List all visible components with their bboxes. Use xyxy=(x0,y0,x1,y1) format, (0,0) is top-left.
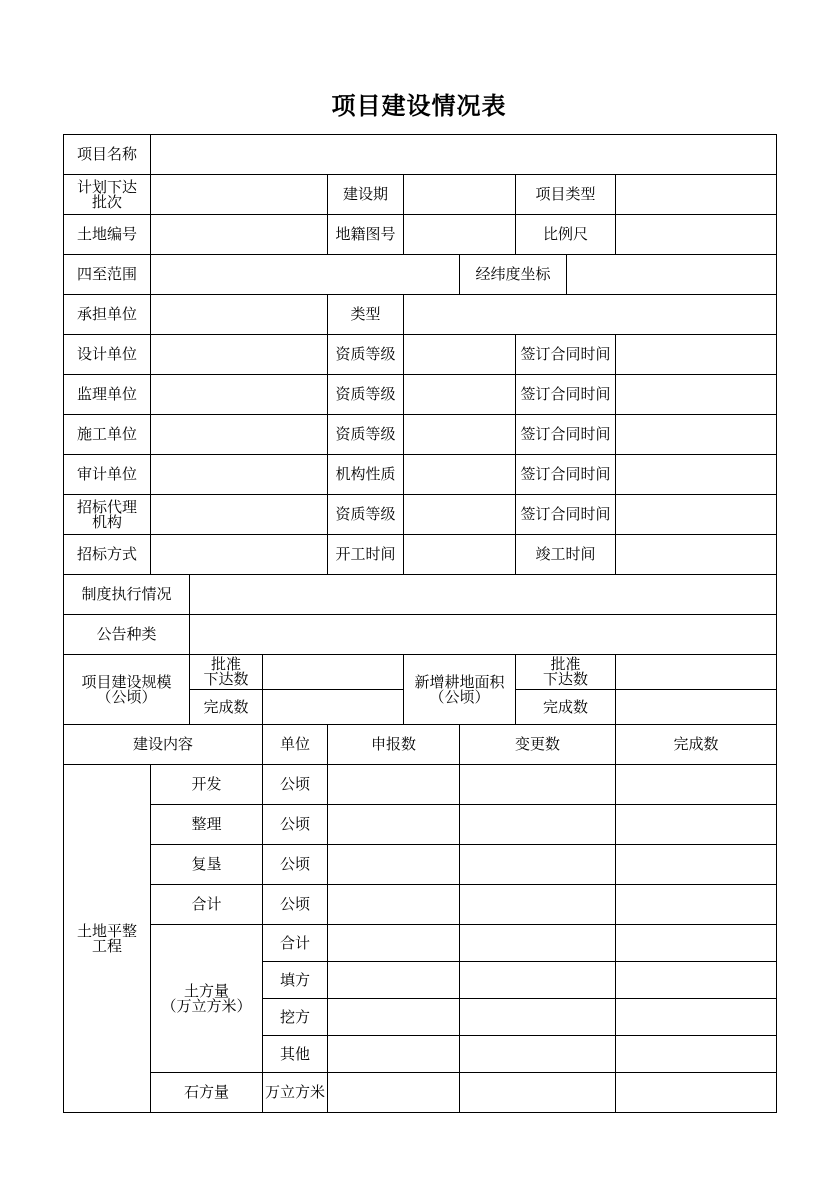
item-arrange: 整理 xyxy=(150,804,263,845)
label-qualification: 资质等级 xyxy=(327,414,404,455)
field-earth-other-declared[interactable] xyxy=(327,1035,460,1073)
field-earth-total-changed[interactable] xyxy=(459,924,616,962)
field-earth-dig-completed[interactable] xyxy=(615,998,777,1036)
label-type: 类型 xyxy=(327,294,404,335)
label-new-farmland: 新增耕地面积 （公顷） xyxy=(403,654,516,725)
label-sign-time: 签订合同时间 xyxy=(515,454,616,495)
earth-item-dig: 挖方 xyxy=(262,998,328,1036)
field-develop-completed[interactable] xyxy=(615,764,777,805)
field-develop-declared[interactable] xyxy=(327,764,460,805)
field-supervision-qualification[interactable] xyxy=(403,374,516,415)
header-declared: 申报数 xyxy=(327,724,460,765)
field-construction-qualification[interactable] xyxy=(403,414,516,455)
field-arrange-completed[interactable] xyxy=(615,804,777,845)
field-earth-fill-changed[interactable] xyxy=(459,961,616,999)
label-approved: 批准 下达数 xyxy=(515,654,616,690)
label-cadastral-map-no: 地籍图号 xyxy=(327,214,404,255)
field-earth-fill-declared[interactable] xyxy=(327,961,460,999)
label-finish-time: 竣工时间 xyxy=(515,534,616,575)
label-project-type: 项目类型 xyxy=(515,174,616,215)
label-scale: 比例尺 xyxy=(515,214,616,255)
item-reclaim: 复垦 xyxy=(150,844,263,885)
field-construction-unit[interactable] xyxy=(150,414,328,455)
label-sign-time: 签订合同时间 xyxy=(515,334,616,375)
label-qualification: 资质等级 xyxy=(327,494,404,535)
field-reclaim-completed[interactable] xyxy=(615,844,777,885)
field-tender-sign-time[interactable] xyxy=(615,494,777,535)
field-project-type[interactable] xyxy=(615,174,777,215)
field-reclaim-changed[interactable] xyxy=(459,844,616,885)
field-tender-qualification[interactable] xyxy=(403,494,516,535)
field-scale-approved[interactable] xyxy=(262,654,404,690)
field-earth-other-changed[interactable] xyxy=(459,1035,616,1073)
label-coordinates: 经纬度坐标 xyxy=(459,254,567,295)
label-construction-unit: 施工单位 xyxy=(63,414,151,455)
label-earthwork: 土方量 （万立方米） xyxy=(150,924,263,1073)
field-start-time[interactable] xyxy=(403,534,516,575)
field-land-no[interactable] xyxy=(150,214,328,255)
label-qualification: 资质等级 xyxy=(327,374,404,415)
item-develop: 开发 xyxy=(150,764,263,805)
label-land-leveling: 土地平整 工程 xyxy=(63,764,151,1113)
unit-stone: 万立方米 xyxy=(262,1072,328,1113)
field-boundary[interactable] xyxy=(150,254,460,295)
field-earth-total-declared[interactable] xyxy=(327,924,460,962)
unit-ha: 公顷 xyxy=(262,884,328,925)
header-unit: 单位 xyxy=(262,724,328,765)
field-develop-changed[interactable] xyxy=(459,764,616,805)
field-type[interactable] xyxy=(403,294,777,335)
label-sign-time: 签订合同时间 xyxy=(515,414,616,455)
field-farmland-completed[interactable] xyxy=(615,689,777,725)
field-design-qualification[interactable] xyxy=(403,334,516,375)
header-content: 建设内容 xyxy=(63,724,263,765)
header-changed: 变更数 xyxy=(459,724,616,765)
field-tender-method[interactable] xyxy=(150,534,328,575)
label-system-exec: 制度执行情况 xyxy=(63,574,190,615)
field-finish-time[interactable] xyxy=(615,534,777,575)
item-total: 合计 xyxy=(150,884,263,925)
field-design-sign-time[interactable] xyxy=(615,334,777,375)
label-audit-unit: 审计单位 xyxy=(63,454,151,495)
field-audit-org-nature[interactable] xyxy=(403,454,516,495)
field-design-unit[interactable] xyxy=(150,334,328,375)
field-arrange-changed[interactable] xyxy=(459,804,616,845)
field-earth-other-completed[interactable] xyxy=(615,1035,777,1073)
field-project-name[interactable] xyxy=(150,134,777,175)
field-coordinates[interactable] xyxy=(566,254,777,295)
field-audit-unit[interactable] xyxy=(150,454,328,495)
label-project-name: 项目名称 xyxy=(63,134,151,175)
label-undertaker: 承担单位 xyxy=(63,294,151,335)
label-completed: 完成数 xyxy=(189,689,263,725)
field-farmland-approved[interactable] xyxy=(615,654,777,690)
field-arrange-declared[interactable] xyxy=(327,804,460,845)
field-notice-type[interactable] xyxy=(189,614,777,655)
field-supervision-unit[interactable] xyxy=(150,374,328,415)
label-plan-batch: 计划下达 批次 xyxy=(63,174,151,215)
field-stone-completed[interactable] xyxy=(615,1072,777,1113)
label-start-time: 开工时间 xyxy=(327,534,404,575)
field-tender-agent[interactable] xyxy=(150,494,328,535)
field-earth-fill-completed[interactable] xyxy=(615,961,777,999)
label-supervision-unit: 监理单位 xyxy=(63,374,151,415)
label-tender-agent: 招标代理 机构 xyxy=(63,494,151,535)
unit-ha: 公顷 xyxy=(262,764,328,805)
label-build-period: 建设期 xyxy=(327,174,404,215)
field-scale-completed[interactable] xyxy=(262,689,404,725)
earth-item-other: 其他 xyxy=(262,1035,328,1073)
field-total-declared[interactable] xyxy=(327,884,460,925)
field-undertaker[interactable] xyxy=(150,294,328,335)
field-plan-batch[interactable] xyxy=(150,174,328,215)
field-earth-dig-changed[interactable] xyxy=(459,998,616,1036)
field-reclaim-declared[interactable] xyxy=(327,844,460,885)
field-audit-sign-time[interactable] xyxy=(615,454,777,495)
label-approved: 批准 下达数 xyxy=(189,654,263,690)
label-tender-method: 招标方式 xyxy=(63,534,151,575)
field-stone-declared[interactable] xyxy=(327,1072,460,1113)
field-build-period[interactable] xyxy=(403,174,516,215)
field-cadastral-map-no[interactable] xyxy=(403,214,516,255)
field-construction-sign-time[interactable] xyxy=(615,414,777,455)
field-total-changed[interactable] xyxy=(459,884,616,925)
label-completed: 完成数 xyxy=(515,689,616,725)
label-boundary: 四至范围 xyxy=(63,254,151,295)
field-system-exec[interactable] xyxy=(189,574,777,615)
earth-item-total: 合计 xyxy=(262,924,328,962)
unit-ha: 公顷 xyxy=(262,844,328,885)
page-title: 项目建设情况表 xyxy=(331,91,507,120)
earth-item-fill: 填方 xyxy=(262,961,328,999)
field-earth-total-completed[interactable] xyxy=(615,924,777,962)
header-completed: 完成数 xyxy=(615,724,777,765)
field-stone-changed[interactable] xyxy=(459,1072,616,1113)
field-scale[interactable] xyxy=(615,214,777,255)
label-stonework: 石方量 xyxy=(150,1072,263,1113)
field-earth-dig-declared[interactable] xyxy=(327,998,460,1036)
label-scale-ha: 项目建设规模 （公顷） xyxy=(63,654,190,725)
label-org-nature: 机构性质 xyxy=(327,454,404,495)
label-design-unit: 设计单位 xyxy=(63,334,151,375)
label-sign-time: 签订合同时间 xyxy=(515,494,616,535)
label-land-no: 土地编号 xyxy=(63,214,151,255)
unit-ha: 公顷 xyxy=(262,804,328,845)
label-sign-time: 签订合同时间 xyxy=(515,374,616,415)
field-total-completed[interactable] xyxy=(615,884,777,925)
label-qualification: 资质等级 xyxy=(327,334,404,375)
label-notice-type: 公告种类 xyxy=(63,614,190,655)
field-supervision-sign-time[interactable] xyxy=(615,374,777,415)
